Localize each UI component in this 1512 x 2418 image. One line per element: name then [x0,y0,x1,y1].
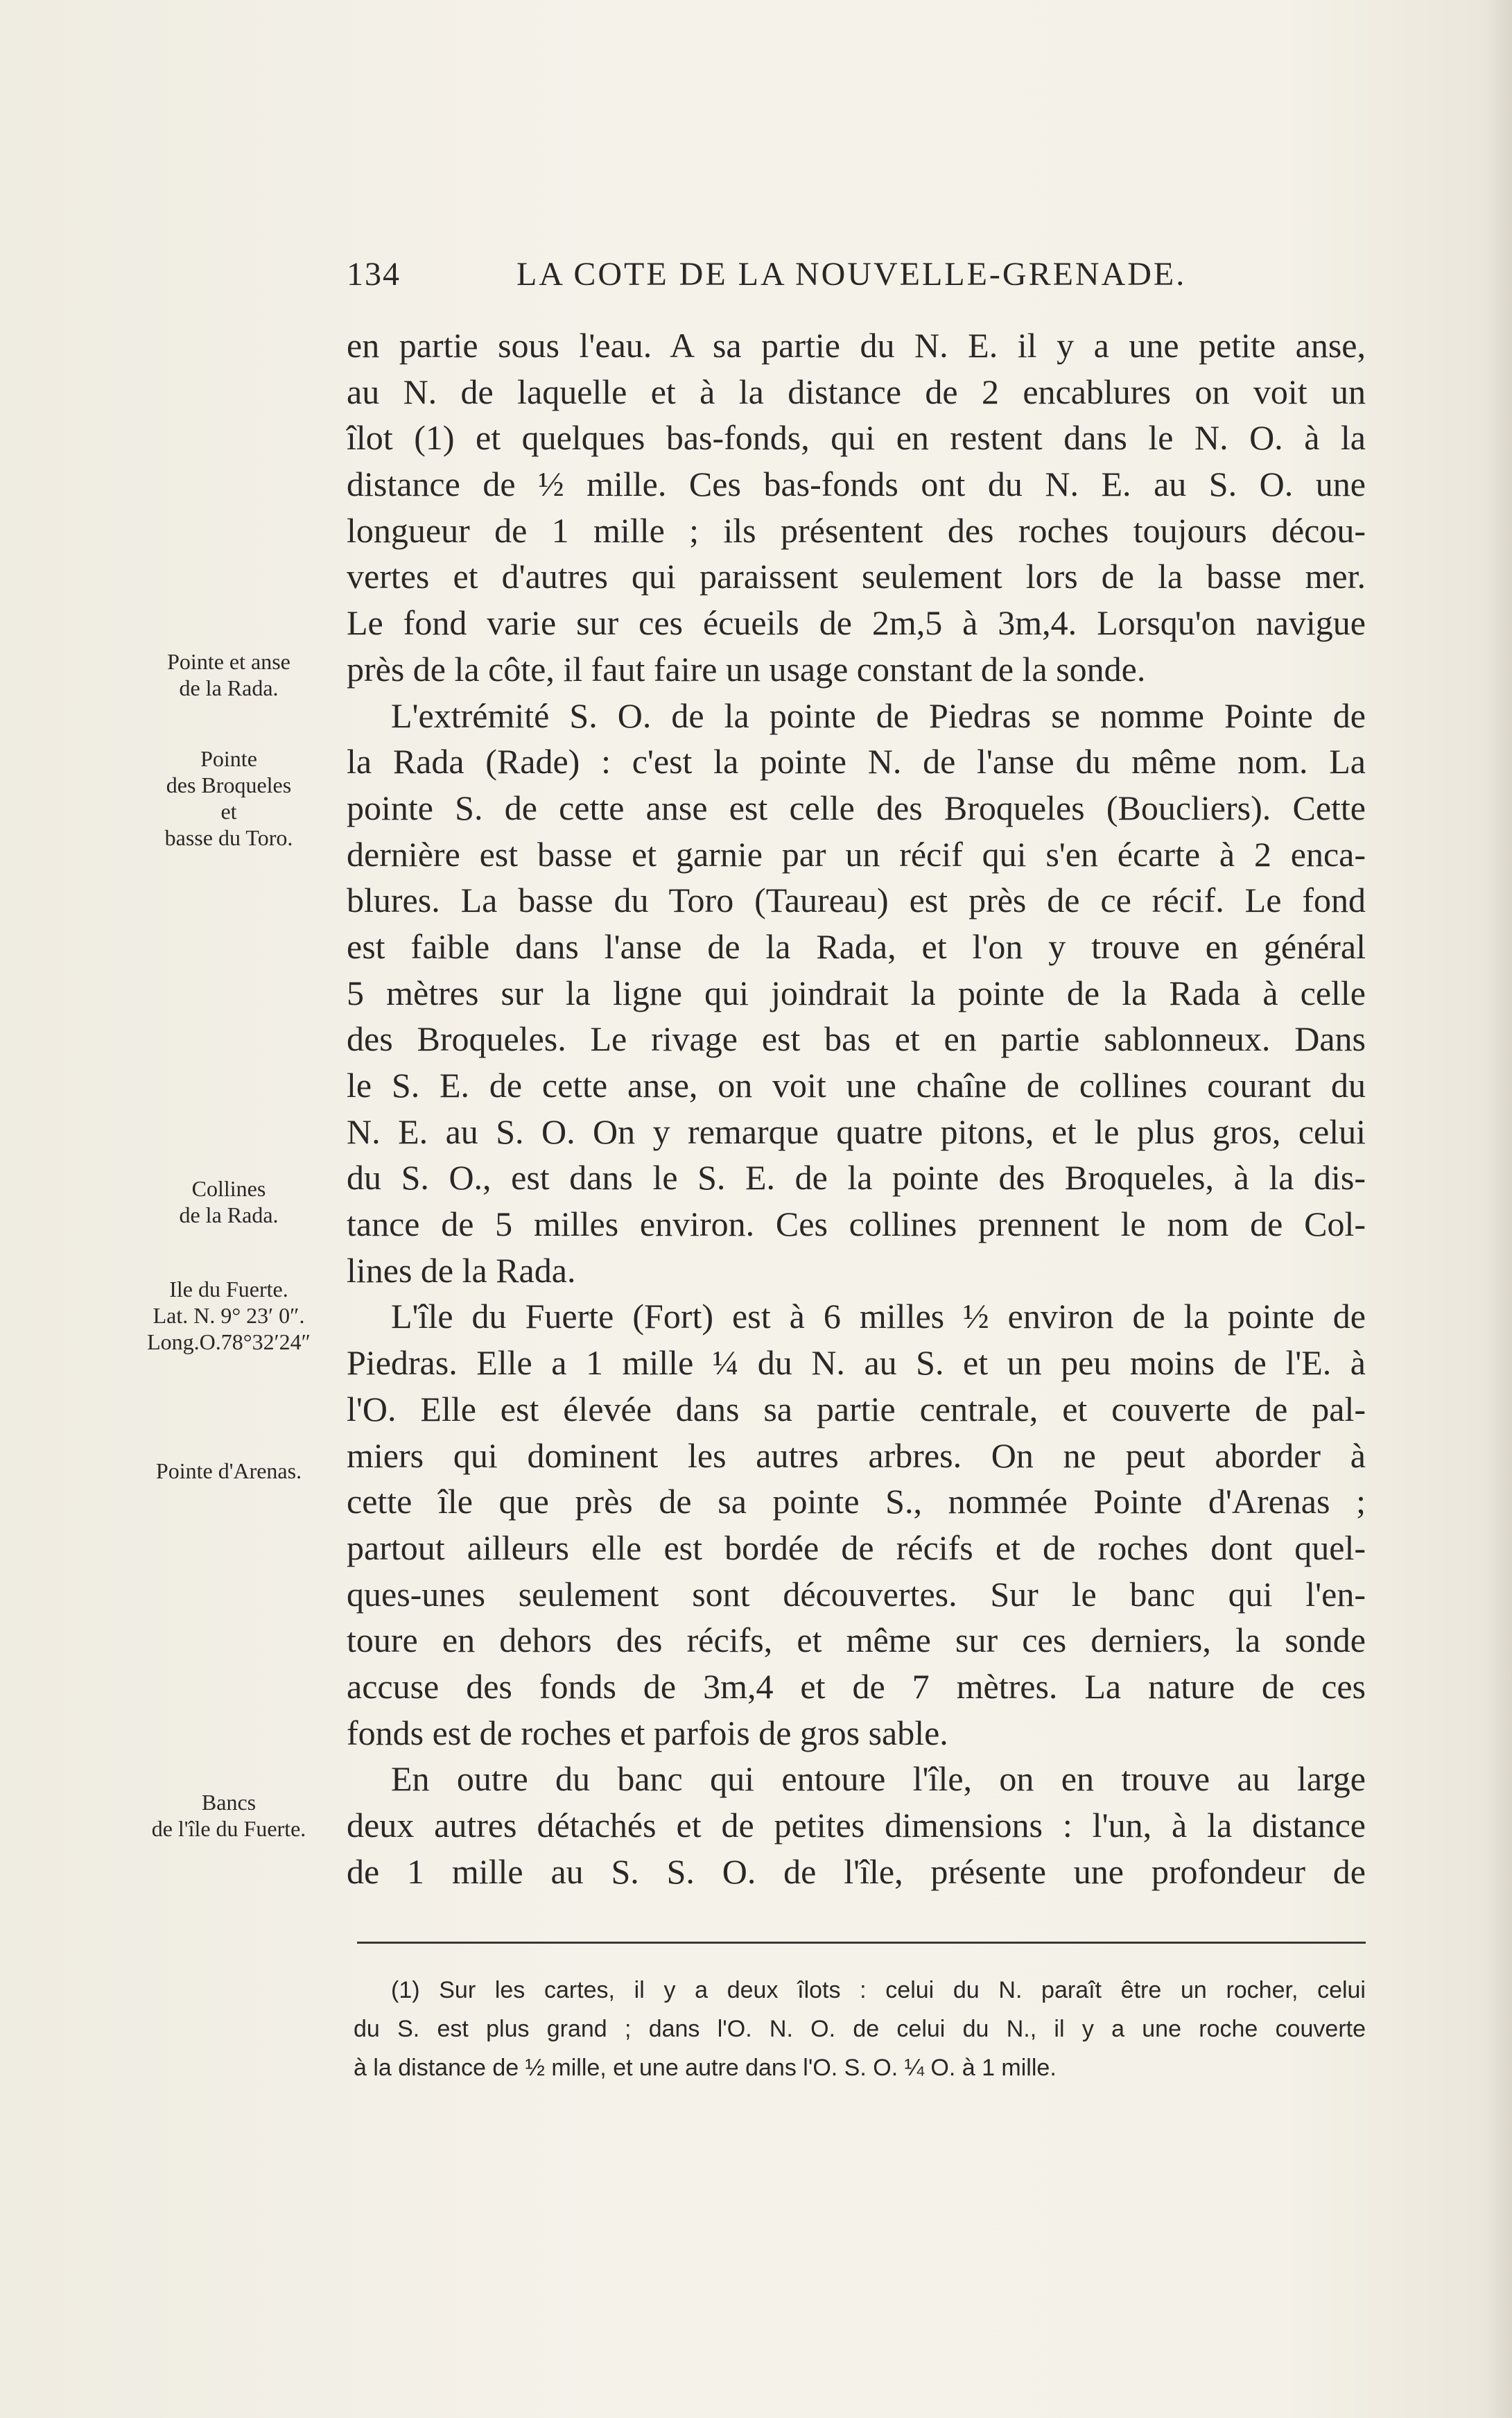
body-line: l'O. Elle est élevée dans sa partie centrale, et couverte de pal- [347,1389,1366,1428]
body-line: en partie sous l'eau. A sa partie du N. E. il y a une petite anse, [347,326,1366,365]
margin-note-pointe-arenas [125,1458,333,1484]
body-line: En outre du banc qui entoure l'île, on en trouve au large [391,1759,1366,1799]
running-title: LA COTE DE LA NOUVELLE-GRENADE. [516,256,1187,293]
body-line: lines de la Rada. [347,1250,576,1290]
body-line: cette île que près de sa pointe S., nommée Pointe d'Arenas ; [347,1482,1366,1521]
body-line: accuse des fonds de 3m,4 et de 7 mètres. La nature de ces [347,1666,1366,1706]
body-text [347,322,1366,1894]
margin-note-ile-fuerte [125,1276,333,1355]
body-line: distance de ½ mille. Ces bas-fonds ont du N. E. au S. O. une [347,465,1366,504]
body-line: deux autres détachés et de petites dimensions : l'un, à la distance [347,1806,1366,1845]
body-line: près de la côte, il faut faire un usage constant de la sonde. [347,649,1146,689]
margin-note-line: Pointe [200,746,257,771]
body-line: îlot (1) et quelques bas-fonds, qui en restent dans le N. O. à la [347,418,1366,458]
margin-note-line: Pointe d'Arenas. [155,1458,302,1483]
margin-note-line: Long.O.78°32′24″ [147,1329,311,1354]
body-line: de 1 mille au S. S. O. de l'île, présente une profondeur de [347,1851,1366,1891]
body-line: est faible dans l'anse de la Rada, et l'on y trouve en général [347,926,1366,966]
page-edge-shadow [1484,0,1512,2418]
footnote-line: du S. est plus grand ; dans l'O. N. O. de celui du N., il y a une roche couverte [354,2016,1366,2042]
body-line: longueur de 1 mille ; ils présentent des roches toujours décou- [347,510,1366,550]
body-line: dernière est basse et garnie par un récif qui s'en écarte à 2 enca- [347,834,1366,874]
footnote-line: (1) Sur les cartes, il y a deux îlots : celui du N. paraît être un rocher, celui [391,1977,1366,2003]
body-line: partout ailleurs elle est bordée de récifs et de roches dont quel- [347,1528,1366,1567]
margin-note-line: Bancs [201,1790,257,1815]
margin-note-line: Collines [191,1176,266,1201]
footnote-rule [357,1942,1366,1944]
margin-note-line: et [220,799,237,824]
body-line: du S. O., est dans le S. E. de la pointe des Broqueles, à la dis- [347,1158,1366,1198]
page-number: 134 [347,256,401,293]
body-line: Piedras. Elle a 1 mille ¼ du N. au S. et un peu moins de l'E. à [347,1343,1366,1383]
body-line: blures. La basse du Toro (Taureau) est près de ce récif. Le fond [347,881,1366,920]
margin-note-line: Lat. N. 9° 23′ 0″. [153,1303,305,1328]
body-line: au N. de laquelle et à la distance de 2 encablures on voit un [347,372,1366,411]
margin-note-line: Pointe et anse [167,649,290,674]
body-line: miers qui dominent les autres arbres. On ne peut aborder à [347,1435,1366,1475]
body-line: Le fond varie sur ces écueils de 2m,5 à 3m,4. Lorsqu'on navigue [347,603,1366,643]
body-line: des Broqueles. Le rivage est bas et en partie sablonneux. Dans [347,1019,1366,1059]
margin-note-line: des Broqueles [166,772,292,797]
body-line: fonds est de roches et parfois de gros sable. [347,1713,948,1752]
margin-note-pointe-broqueles [125,745,333,851]
margin-note-bancs-fuerte [125,1789,333,1842]
margin-note-line: de la Rada. [179,1202,279,1227]
body-line: N. E. au S. O. On y remarque quatre pitons, et le plus gros, celui [347,1112,1366,1151]
body-line: L'extrémité S. O. de la pointe de Piedras se nomme Pointe de [391,696,1366,735]
margin-note-pointe-rada [125,648,333,701]
body-line: ques-unes seulement sont découvertes. Sur le banc qui l'en- [347,1574,1366,1614]
body-line: pointe S. de cette anse est celle des Broqueles (Boucliers). Cette [347,788,1366,827]
body-line: toure en dehors des récifs, et même sur ces derniers, la sonde [347,1621,1366,1660]
body-line: vertes et d'autres qui paraissent seulement lors de la basse mer. [347,557,1366,596]
margin-note-line: de la Rada. [179,675,279,700]
footnote-line: à la distance de ½ mille, et une autre dans l'O. S. O. ¼ O. à 1 mille. [354,2055,1057,2081]
body-line: 5 mètres sur la ligne qui joindrait la pointe de la Rada à celle [347,973,1366,1012]
body-line: le S. E. de cette anse, on voit une chaîne de collines courant du [347,1066,1366,1105]
margin-note-line: basse du Toro. [164,825,293,850]
margin-note-line: Ile du Fuerte. [169,1277,288,1302]
footnote [354,1971,1366,2087]
running-head [347,255,1366,297]
margin-note-line: de l'île du Fuerte. [151,1816,306,1841]
body-line: tance de 5 milles environ. Ces collines prennent le nom de Col- [347,1204,1366,1244]
body-line: L'île du Fuerte (Fort) est à 6 milles ½ environ de la pointe de [391,1297,1366,1336]
body-line: la Rada (Rade) : c'est la pointe N. de l'anse du même nom. La [347,742,1366,781]
margin-note-collines-rada [125,1175,333,1228]
